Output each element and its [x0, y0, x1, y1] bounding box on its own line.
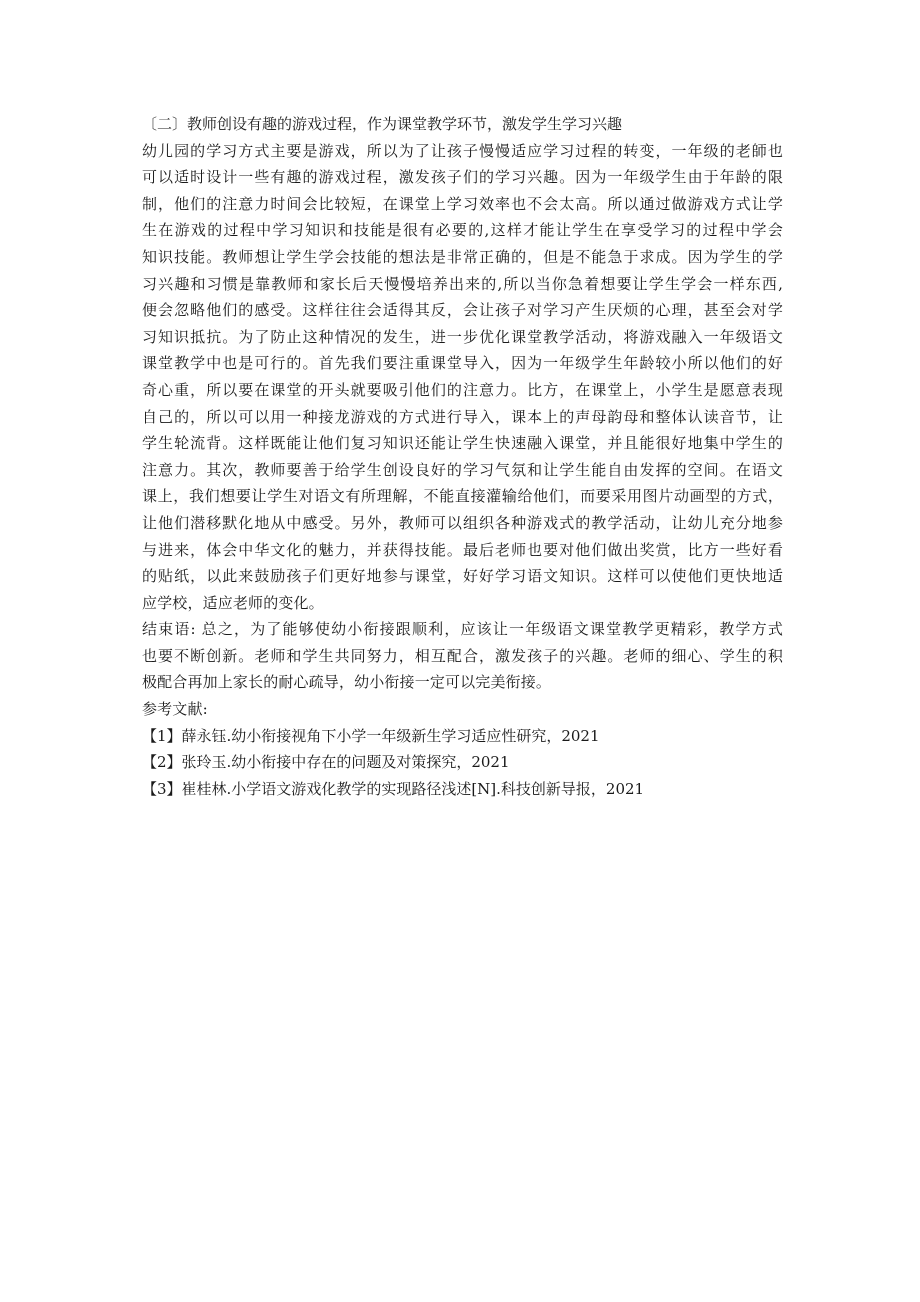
paragraph-line: 应学校，适应老师的变化。: [142, 593, 324, 612]
conclusion-line: 也要不断创新。老师和学生共同努力，相互配合，激发孩子的兴趣。老师的细心、学生的积: [142, 646, 783, 665]
paragraph-line: 与进来，体会中华文化的魅力，并获得技能。最后老师也要对他们做出奖赏，比方一些好看: [142, 540, 783, 559]
conclusion-line: 极配合再加上家长的耐心疏导，幼小衔接一定可以完美衔接。: [142, 673, 552, 692]
conclusion-line: 结束语: 总之，为了能够使幼小衔接跟顺利，应该让一年级语文课堂教学更精彩，教学方式: [142, 620, 783, 639]
reference-item: 【3】崔桂林.小学语文游戏化教学的实现路径浅述[N].科技创新导报，2021: [142, 779, 645, 798]
paragraph-line: 奇心重，所以要在课堂的开头就要吸引他们的注意力。比方，在课堂上，小学生是愿意表现: [142, 380, 783, 399]
body-paragraph: [142, 138, 783, 617]
section-heading: 〔二〕教师创设有趣的游戏过程，作为课堂教学环节，激发学生学习兴趣: [142, 115, 623, 133]
paragraph-line: 制，他们的注意力时间会比较短，在课堂上学习效率也不会太高。所以通过做游戏方式让学: [142, 194, 783, 213]
paragraph-line: 学生轮流背。这样既能让他们复习知识还能让学生快速融入课堂，并且能很好地集中学生的: [142, 434, 783, 453]
paragraph-line: 知识技能。教师想让学生学会技能的想法是非常正确的，但是不能急于求成。因为学生的学: [142, 247, 783, 266]
references-list: [142, 723, 783, 803]
references-title: 参考文献:: [142, 700, 208, 719]
paragraph-line: 课堂教学中也是可行的。首先我们要注重课堂导入，因为一年级学生年龄较小所以他们的好: [142, 354, 783, 373]
paragraph-line: 幼儿园的学习方式主要是游戏，所以为了让孩子慢慢适应学习过程的转变，一年级的老師也: [142, 141, 783, 160]
paragraph-line: 可以适时设计一些有趣的游戏过程，激发孩子们的学习兴趣。因为一年级学生由于年龄的限: [142, 168, 783, 187]
paragraph-line: 让他们潜移默化地从中感受。另外，教师可以组织各种游戏式的教学活动，让幼儿充分地参: [142, 513, 783, 532]
paragraph-line: 注意力。其次，教师要善于给学生创设良好的学习气氛和让学生能自由发挥的空间。在语文: [142, 460, 783, 479]
paragraph-line: 的贴纸，以此来鼓励孩子们更好地参与课堂，好好学习语文知识。这样可以使他们更快地适: [142, 567, 783, 586]
reference-item: 【1】薛永钰.幼小衔接视角下小学一年级新生学习适应性研究，2021: [142, 726, 600, 745]
paragraph-line: 便会忽略他们的感受。这样往往会适得其反，会让孩子对学习产生厌烦的心理，甚至会对学: [142, 301, 783, 320]
paragraph-line: 习知识抵抗。为了防止这种情况的发生，进一步优化课堂教学活动，将游戏融入一年级语文: [142, 327, 783, 346]
paragraph-line: 自己的，所以可以用一种接龙游戏的方式进行导入，课本上的声母韵母和整体认读音节，让: [142, 407, 783, 426]
paragraph-line: 习兴趣和习惯是靠教师和家长后天慢慢培养出来的,所以当你急着想要让学生学会一样东西,: [142, 274, 783, 293]
conclusion-paragraph: [142, 616, 783, 696]
reference-item: 【2】张玲玉.幼小衔接中存在的问题及对策探究，2021: [142, 753, 510, 772]
document-page: [142, 111, 783, 802]
paragraph-line: 生在游戏的过程中学习知识和技能是很有必要的,这样才能让学生在享受学习的过程中学会: [142, 221, 783, 240]
paragraph-line: 课上，我们想要让学生对语文有所理解，不能直接灌输给他们，而要采用图片动画型的方式，: [142, 487, 783, 506]
